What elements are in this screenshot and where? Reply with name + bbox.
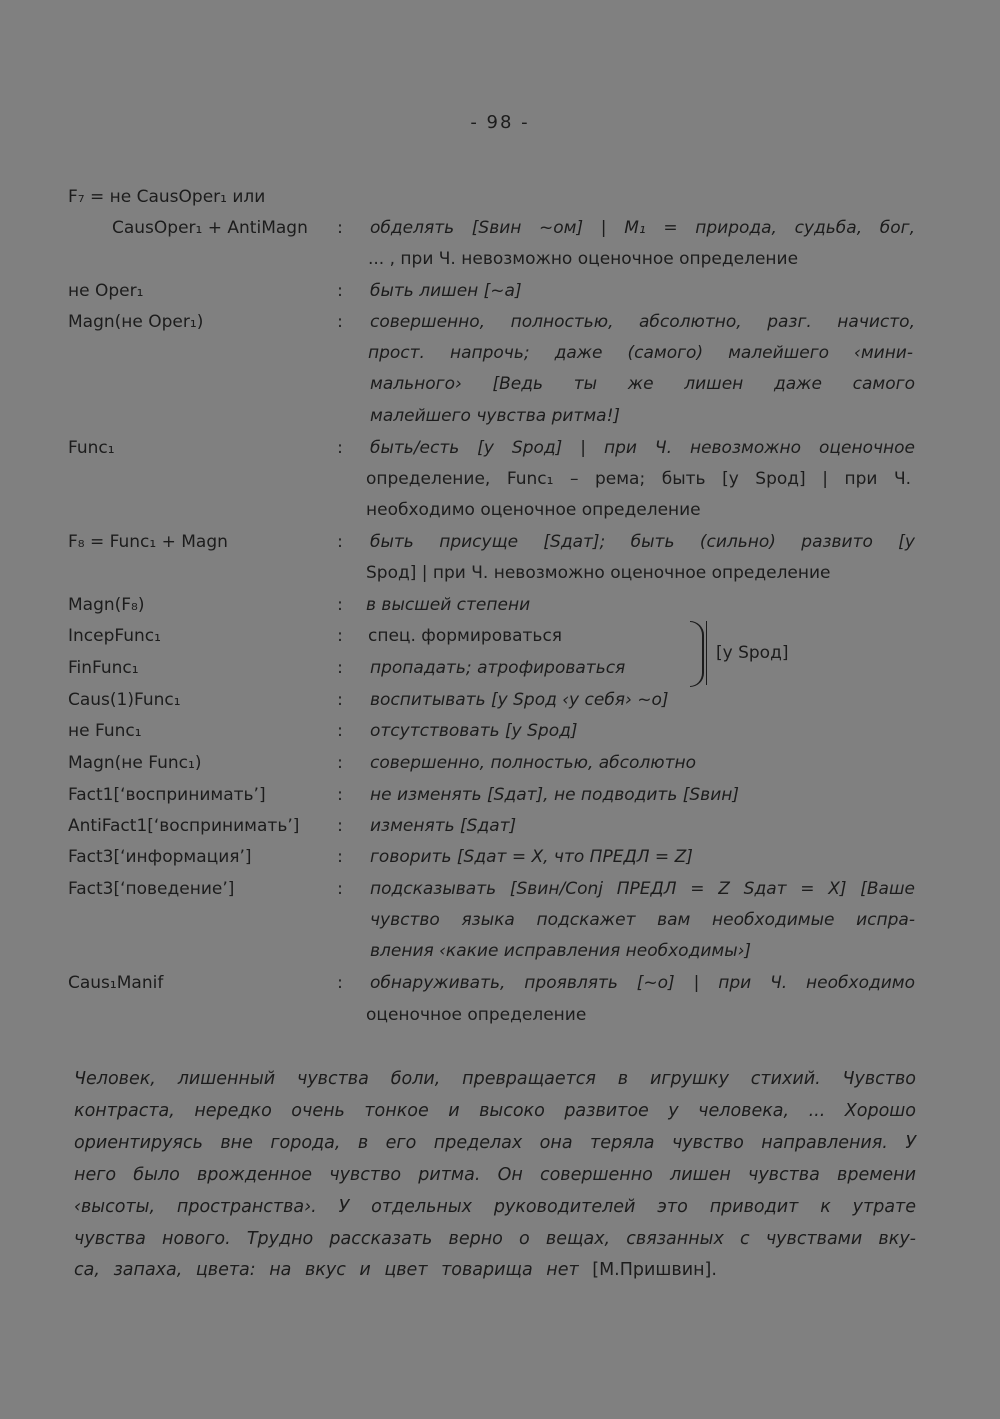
magnneoper-line-3: мального› [Ведь ты же лишен даже самого (370, 374, 915, 394)
paragraph-line (74, 1254, 717, 1286)
magnnefunc-text: совершенно, полностью, абсолютно (370, 753, 696, 773)
colon: : (337, 785, 343, 805)
colon: : (337, 816, 343, 836)
antifact-text: изменять [Sдат] (370, 816, 517, 836)
formula-f8: F₈ = Func₁ + Magn (68, 532, 228, 552)
right-brace (690, 621, 704, 687)
colon: : (337, 658, 343, 678)
func1-line-2: определение, Func₁ – рема; быть [у Sрод] | при Ч. (366, 469, 911, 489)
colon: : (337, 218, 343, 238)
causoper-line-2: ... , при Ч. невозможно оценочное определение (368, 249, 799, 269)
formula-magn-f8: Magn(F₈) (68, 595, 145, 615)
paragraph-line: ориентируясь вне города, в его пределах она теряла чувство направления. У (74, 1133, 916, 1153)
colon: : (337, 690, 343, 710)
page-number: - 98 - (470, 112, 530, 133)
fin-text: пропадать; атрофироваться (370, 658, 626, 678)
colon: : (337, 879, 343, 899)
formula-incepfunc: IncepFunc₁ (68, 626, 161, 646)
fact1-text: не изменять [Sдат], не подводить [Sвин] (370, 785, 739, 805)
magnf8-text: в высшей степени (366, 595, 531, 615)
formula-ne-func: не Func₁ (68, 721, 142, 741)
formula-causmanif: Caus₁Manif (68, 973, 164, 993)
colon: : (337, 626, 343, 646)
incep-text: спец. формироваться (368, 626, 563, 646)
func1-line-3: необходимо оценочное определение (366, 500, 701, 520)
colon: : (337, 281, 343, 301)
formula-causoper: CausOper₁ + AntiMagn (112, 218, 308, 238)
caus-text: воспитывать [у Sрод ‹у себя› ~о] (370, 690, 669, 710)
causoper-line-1: обделять [Sвин ~ом] | M₁ = природа, судьба, бог, (370, 218, 915, 238)
paragraph-line-text: са, запаха, цвета: на вкус и цвет товарища нет (74, 1260, 579, 1280)
colon: : (337, 753, 343, 773)
formula-fact3-info: Fact3[‘информация’] (68, 847, 252, 867)
formula-causfunc: Caus(1)Func₁ (68, 690, 181, 710)
formula-fact1: Fact1[‘воспринимать’] (68, 785, 266, 805)
formula-ne-oper: не Oper₁ (68, 281, 144, 301)
formula-magn-ne-func: Magn(не Func₁) (68, 753, 202, 773)
paragraph-line: него было врожденное чувство ритма. Он совершенно лишен чувства времени (74, 1165, 916, 1185)
paragraph-source: [М.Пришвин]. (592, 1260, 717, 1280)
fact3p-line-3: вления ‹какие исправления необходимы›] (370, 941, 752, 961)
paragraph-line: ‹высоты, пространства›. У отдельных руководителей это приводит к утрате (74, 1197, 916, 1217)
magnneoper-line-2: прост. напрочь; даже (самого) малейшего ‹мини- (368, 343, 913, 363)
manif-line-2: оценочное определение (366, 1005, 587, 1025)
formula-finfunc: FinFunc₁ (68, 658, 139, 678)
func1-line-1: быть/есть [у Sрод] | при Ч. невозможно оценочное (370, 438, 915, 458)
formula-magn-ne-oper: Magn(не Oper₁) (68, 312, 204, 332)
manif-line-1: обнаруживать, проявлять [~о] | при Ч. необходимо (370, 973, 915, 993)
f8-line-1: быть присуще [Sдат]; быть (сильно) развито [у (370, 532, 915, 552)
colon: : (337, 847, 343, 867)
colon: : (337, 721, 343, 741)
nefunc-text: отсутствовать [у Sрод] (370, 721, 578, 741)
fact3p-line-2: чувство языка подскажет вам необходимые испра- (370, 910, 915, 930)
colon: : (337, 595, 343, 615)
paragraph-line: Человек, лишенный чувства боли, превращается в игрушку стихий. Чувство (74, 1069, 916, 1089)
colon: : (337, 312, 343, 332)
colon: : (337, 532, 343, 552)
neoper-text: быть лишен [~а] (370, 281, 522, 301)
formula-antifact1: AntiFact1[‘воспринимать’] (68, 816, 300, 836)
paragraph-line: контраста, нередко очень тонкое и высоко развитое у человека, ... Хорошо (74, 1101, 916, 1121)
fact3i-text: говорить [Sдат = X, что ПРЕДЛ = Z] (370, 847, 693, 867)
formula-f7: F₇ = не CausOper₁ или (68, 187, 266, 207)
colon: : (337, 438, 343, 458)
magnneoper-line-1: совершенно, полностью, абсолютно, разг. начисто, (370, 312, 915, 332)
f8-line-2: Sрод] | при Ч. невозможно оценочное определение (366, 563, 831, 583)
formula-fact3-behaviour: Fact3[‘поведение’] (68, 879, 235, 899)
brace-text: [у Sрод] (716, 643, 789, 663)
brace-rule (706, 621, 707, 685)
magnneoper-line-4: малейшего чувства ритма!] (370, 406, 621, 426)
formula-func1: Func₁ (68, 438, 115, 458)
colon: : (337, 973, 343, 993)
fact3p-line-1: подсказывать [Sвин/Conj ПРЕДЛ = Z Sдат = X] [Ваше (370, 879, 915, 899)
paragraph-line: чувства нового. Трудно рассказать верно о вещах, связанных с чувствами вку- (74, 1229, 916, 1249)
